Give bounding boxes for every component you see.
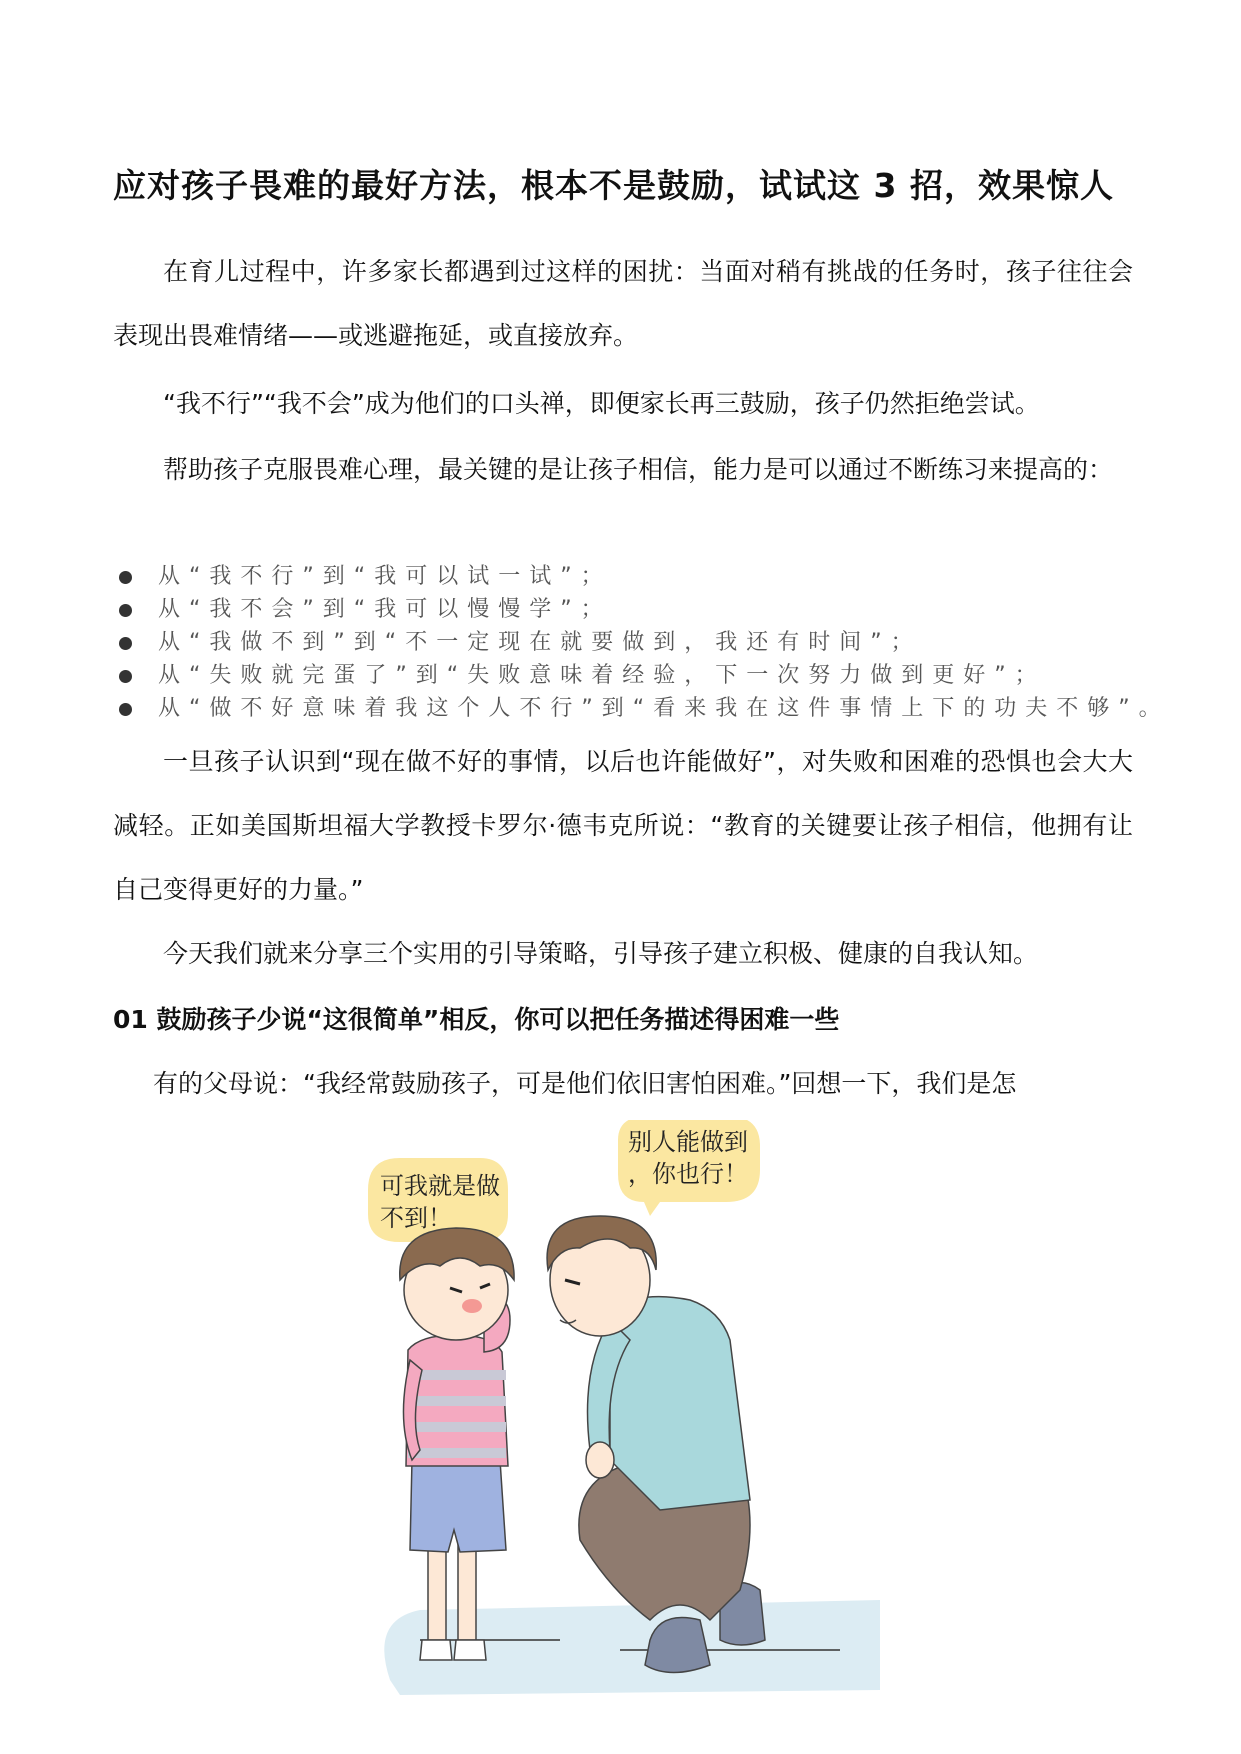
bullet-icon [119,637,132,650]
list-item: 从“做不好意味着我这个人不行”到“看来我在这件事情上下的功夫不够”。 [113,692,1153,725]
section-heading: 01 鼓励孩子少说“这很简单”相反，你可以把任务描述得困难一些 [113,1005,840,1034]
page-title: 应对孩子畏难的最好方法，根本不是鼓励，试试这 3 招，效果惊人 [113,166,1114,205]
intro-paragraph: 在育儿过程中，许多家长都遇到过这样的困扰：当面对稍有挑战的任务时，孩子往往会表现出畏难情绪——或逃避拖延，或直接放弃。 [113,257,1133,350]
bullet-icon [119,604,132,617]
bullet-icon [119,670,132,683]
svg-text:不到！: 不到！ [380,1204,452,1232]
list-item: 从“我做不到”到“不一定现在就要做到，我还有时间”； [113,626,1153,659]
child-figure [400,1228,514,1660]
parent-child-illustration [360,1120,1020,1700]
list-item: 从“我不会”到“我可以慢慢学”； [113,593,1153,626]
list-item: 从“失败就完蛋了”到“失败意味着经验，下一次努力做到更好”； [113,659,1153,692]
svg-text:可我就是做: 可我就是做 [380,1172,500,1200]
mindset-list [113,560,1170,725]
insight-paragraph: 一旦孩子认识到“现在做不好的事情，以后也许能做好”，对失败和困难的恐惧也会大大减轻。正如美国斯坦福大学教授卡罗尔·德韦克所说：“教育的关键要让孩子相信，他拥有让自己变得更好的力量。” [113,747,1133,904]
adult-figure [547,1216,765,1673]
quote-paragraph: “我不行”“我不会”成为他们的口头禅，即便家长再三鼓励，孩子仍然拒绝尝试。 [163,389,1040,418]
strategy-intro-paragraph: 今天我们就来分享三个实用的引导策略，引导孩子建立积极、健康的自我认知。 [163,939,1039,968]
bullet-icon [119,703,132,716]
svg-text:，你也行！: ，你也行！ [628,1160,748,1188]
svg-text:别人能做到: 别人能做到 [628,1128,748,1156]
bullet-icon [119,571,132,584]
section-paragraph: 有的父母说：“我经常鼓励孩子，可是他们依旧害怕困难。”回想一下，我们是怎 [153,1069,1017,1098]
adult-speech-bubble [618,1120,760,1216]
key-point-paragraph: 帮助孩子克服畏难心理，最关键的是让孩子相信，能力是可以通过不断练习来提高的： [163,455,1114,484]
list-item: 从“我不行”到“我可以试一试”； [113,560,1153,593]
